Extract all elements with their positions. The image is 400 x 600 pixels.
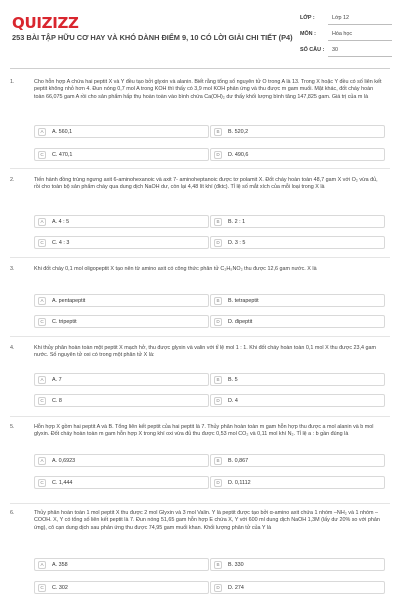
option-c[interactable] [34, 581, 209, 594]
option-c[interactable] [34, 236, 209, 249]
question-count-field [300, 44, 392, 57]
option-d[interactable] [210, 476, 385, 489]
question-text: Tiến hành đồng trùng ngưng axit 6-aminohexanoic và axit 7- aminoheptanoic được tơ polamit X. Đốt cháy hoàn toàn 48,7 gam X với O₂ vừa đủ, rồi cho toàn bộ sản phẩm cháy qua dung dịch NaOH dư, còn lại 4,48 lít khí (đktc). Tỉ lệ số mắt xích của mỗi loại trong X là [34, 177, 378, 191]
question-count-label: SỐ CÂU : [300, 47, 325, 53]
option-a[interactable] [34, 215, 209, 228]
question-text: Hỗn hợp X gồm hai peptit A và B. Tổng liên kết peptit của hai peptit là 7. Thủy phân hoàn toàn m gam hỗn hợp thu được a mol alanin và b mol glyxin. Đốt cháy hoàn toàn m gam hỗn hợp X trong khí oxi vừa đủ thu được 0,53 mol CO₂ và 0,11 mol khí N₂. Tỉ lệ a : b gần đúng là [34, 424, 374, 438]
option-d[interactable] [210, 236, 385, 249]
option-letter-badge: B [214, 376, 222, 384]
question-text: Thủy phân hoàn toàn 1 mol peptit X thu được 2 mol Glyxin và 3 mol Valin. Y là peptit được tạo bởi α-amino axit chứa 1 nhóm –NH₂ và 1 nhóm –COOH. X, Y có tổng số liên kết peptit là 7. Đun nóng 51,65 gam hỗn hợp E chứa X, Y với 600 ml dung dịch NaOH 1,3M (lấy dư 20% so với phản ứng), cô cạn dung dịch sau phản ứng thu được 74,95 gam muối khan. Khối lượng phân tử của Y là [34, 510, 380, 531]
option-b[interactable] [210, 373, 385, 386]
option-text: A. 358 [52, 562, 68, 568]
question-text: Cho hỗn hợp A chứa hai peptit X và Y đều tạo bởi glyxin và alanin. Biết rằng tổng số nguyên tử O trong A là 13. Trong X hoặc Y đều có số liên kết peptit không nhỏ hơn 4. Đun nóng 0,7 mol A trong KOH thì thấy có 3,9 mol KOH phản ứng và thu được m gam muối. Mặt khác, đốt cháy hoàn toàn 66,075 gam A rồi cho sản phẩm hấp thụ hoàn toàn vào bình chứa Ca(OH)₂ dư thấy khối lượng bình tăng 147,825 gam. Giá trị của m là [34, 79, 382, 100]
option-letter-badge: A [38, 561, 46, 569]
question-1 [10, 79, 390, 163]
option-d[interactable] [210, 148, 385, 161]
option-text: A. 4 : 5 [52, 219, 70, 225]
document-title: 253 BÀI TẬP HỮU CƠ HAY VÀ KHÓ DÀNH ĐIỂM 9, 10 CÓ LỜI GIẢI CHI TIẾT (P4) [12, 33, 293, 42]
option-letter-badge: B [214, 218, 222, 226]
question-6 [10, 510, 390, 598]
option-letter-badge: B [214, 457, 222, 465]
page-header [0, 0, 400, 66]
option-letter-badge: D [214, 239, 222, 247]
option-text: B. 0,867 [228, 458, 249, 464]
option-text: C. 4 : 3 [52, 240, 70, 246]
option-text: D. 274 [228, 585, 244, 591]
subject-underline [328, 40, 392, 41]
header-divider [10, 68, 390, 69]
option-letter-badge: B [214, 561, 222, 569]
option-a[interactable] [34, 558, 209, 571]
subject-field [300, 28, 392, 41]
question-2 [10, 177, 390, 255]
option-text: A. 7 [52, 377, 62, 383]
option-c[interactable] [34, 394, 209, 407]
option-b[interactable] [210, 558, 385, 571]
question-count-value: 30 [332, 47, 338, 53]
option-text: A. 560,1 [52, 129, 73, 135]
option-text: B. 5 [228, 377, 238, 383]
class-value: Lớp 12 [332, 15, 350, 21]
option-b[interactable] [210, 454, 385, 467]
option-d[interactable] [210, 581, 385, 594]
option-letter-badge: A [38, 218, 46, 226]
option-letter-badge: C [38, 151, 46, 159]
option-letter-badge: C [38, 397, 46, 405]
option-text: B. 2 : 1 [228, 219, 246, 225]
option-text: C. tripeptit [52, 319, 77, 325]
option-text: C. 302 [52, 585, 68, 591]
option-letter-badge: A [38, 457, 46, 465]
option-text: A. pentapeptit [52, 298, 86, 304]
question-5 [10, 424, 390, 502]
question-divider [10, 503, 390, 504]
option-letter-badge: A [38, 128, 46, 136]
option-a[interactable] [34, 373, 209, 386]
question-count-underline [328, 56, 392, 57]
question-text: Khi thủy phân hoàn toàn một peptit X mạch hở, thu được glyxin và valin với tỉ lệ mol 1 : 1. Khi đốt cháy hoàn toàn 0,1 mol X thu được 23,4 gam nước. Số nguyên tử oxi có trong một phân tử X là: [34, 345, 376, 359]
option-letter-badge: A [38, 297, 46, 305]
question-number: 1. [10, 79, 15, 85]
question-divider [10, 416, 390, 417]
option-letter-badge: C [38, 239, 46, 247]
quizizz-logo: QUIZIZZ [12, 14, 79, 32]
option-text: D. 490,6 [228, 152, 249, 158]
question-number: 2. [10, 177, 15, 183]
option-c[interactable] [34, 476, 209, 489]
option-letter-badge: D [214, 397, 222, 405]
option-d[interactable] [210, 315, 385, 328]
option-letter-badge: C [38, 479, 46, 487]
question-divider [10, 168, 390, 169]
option-letter-badge: B [214, 297, 222, 305]
option-text: C. 470,1 [52, 152, 73, 158]
question-number: 4. [10, 345, 15, 351]
option-text: D. 4 [228, 398, 238, 404]
class-label: LỚP : [300, 15, 315, 21]
question-3 [10, 266, 390, 338]
option-text: A. 0,6923 [52, 458, 76, 464]
question-text: Khi đốt cháy 0,1 mol oligopeptit X tạo nên từ amino axit có công thức phân tử C₂H₅NO₂ thu được 12,6 gam nước. X là [34, 266, 317, 272]
option-a[interactable] [34, 125, 209, 138]
option-letter-badge: C [38, 318, 46, 326]
option-b[interactable] [210, 215, 385, 228]
option-letter-badge: C [38, 584, 46, 592]
option-text: D. đipeptit [228, 319, 253, 325]
option-text: B. 330 [228, 562, 244, 568]
option-text: C. 1,444 [52, 480, 73, 486]
class-underline [328, 24, 392, 25]
option-a[interactable] [34, 454, 209, 467]
question-4 [10, 345, 390, 417]
option-letter-badge: D [214, 318, 222, 326]
question-divider [10, 336, 390, 337]
option-letter-badge: D [214, 479, 222, 487]
option-a[interactable] [34, 294, 209, 307]
option-letter-badge: D [214, 151, 222, 159]
option-text: D. 3 : 5 [228, 240, 246, 246]
option-text: B. 520,2 [228, 129, 249, 135]
subject-label: MÔN : [300, 31, 316, 37]
question-number: 5. [10, 424, 15, 430]
option-b[interactable] [210, 125, 385, 138]
subject-value: Hóa học [332, 31, 353, 37]
class-field [300, 12, 392, 25]
question-number: 6. [10, 510, 15, 516]
option-letter-badge: D [214, 584, 222, 592]
question-divider [10, 257, 390, 258]
option-text: C. 8 [52, 398, 62, 404]
option-letter-badge: A [38, 376, 46, 384]
option-c[interactable] [34, 148, 209, 161]
option-text: D. 0,1112 [228, 480, 251, 486]
question-number: 3. [10, 266, 15, 272]
option-letter-badge: B [214, 128, 222, 136]
option-b[interactable] [210, 294, 385, 307]
option-c[interactable] [34, 315, 209, 328]
option-d[interactable] [210, 394, 385, 407]
option-text: B. tetrapeptit [228, 298, 259, 304]
